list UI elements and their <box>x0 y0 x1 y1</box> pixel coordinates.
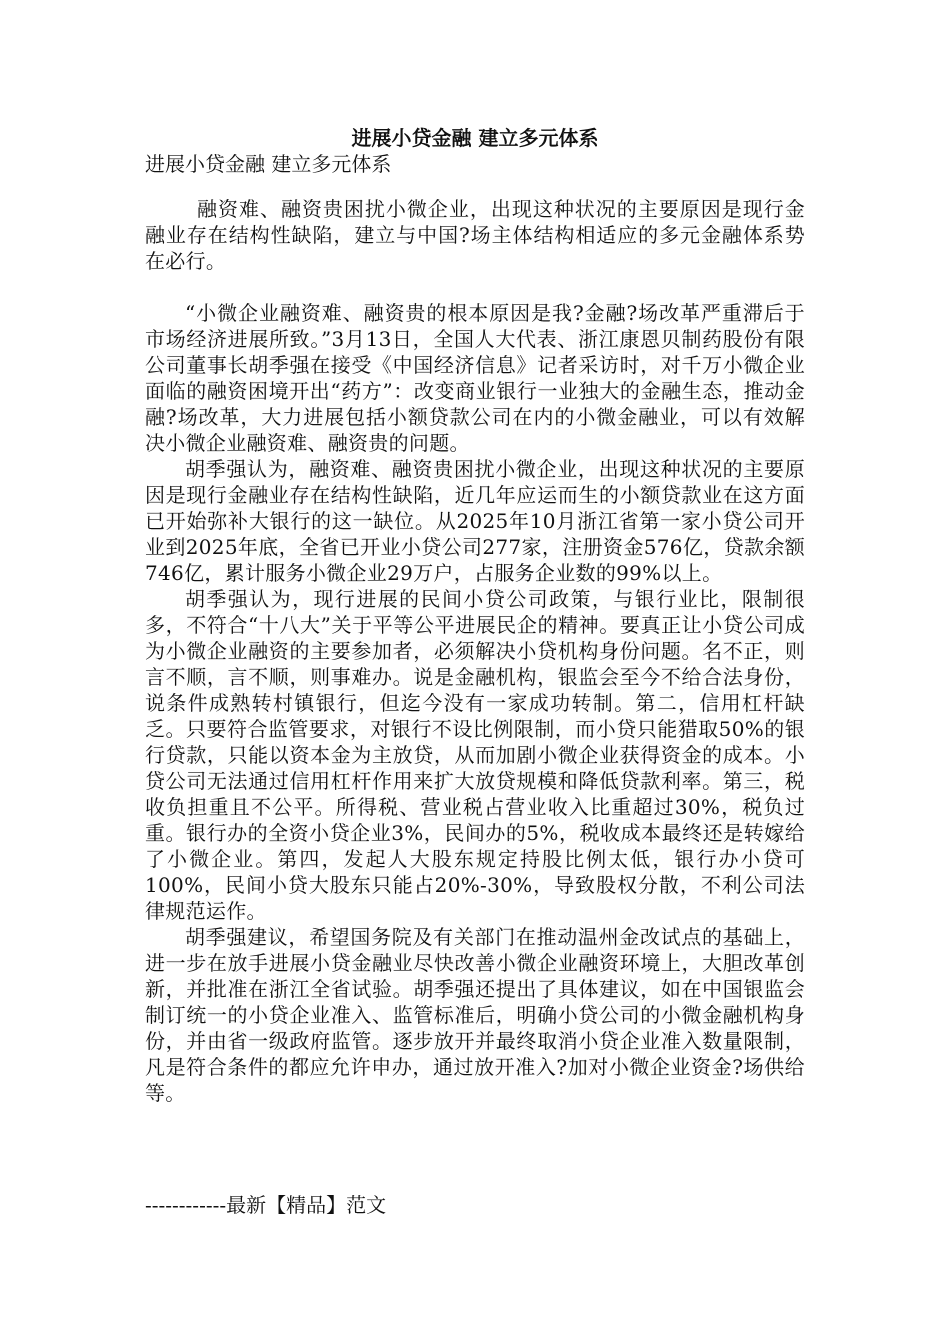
document-body <box>145 196 805 1106</box>
paragraph-quote: “小微企业融资难、融资贵的根本原因是我?金融?场改革严重滞后于市场经济进展所致。”3月13日，全国人大代表、浙江康恩贝制药股份有限公司董事长胡季强在接受《中国经济信息》记者采访时，对千万小微企业面临的融资困境开出“药方”：改变商业银行一业独大的金融生态，推动金融?场改革，大力进展包括小额贷款公司在内的小微金融业，可以有效解决小微企业融资难、融资贵的问题。 <box>145 301 805 455</box>
document-footer: ------------最新【精品】范文 <box>145 1193 387 1217</box>
paragraph-policy: 胡季强认为，现行进展的民间小贷公司政策，与银行业比，限制很多，不符合“十八大”关于平等公平进展民企的精神。要真正让小贷公司成为小微企业融资的主要参加者，必须解决小贷机构身份问题。名不正，则言不顺，言不顺，则事难办。说是金融机构，银监会至今不给合法身份，说条件成熟转村镇银行，但迄今没有一家成功转制。第二，信用杠杆缺乏。只要符合监管要求，对银行不设比例限制，而小贷只能猎取50%的银行贷款，只能以资本金为主放贷，从而加剧小微企业获得资金的成本。小贷公司无法通过信用杠杆作用来扩大放贷规模和降低贷款利率。第三，税收负担重且不公平。所得税、营业税占营业收入比重超过30%，税负过重。银行办的全资小贷企业3%，民间办的5%，税收成本最终还是转嫁给了小微企业。第四，发起人大股东规定持股比例太低，银行办小贷可100%，民间小贷大股东只能占20%-30%，导致股权分散，不利公司法律规范运作。 <box>145 587 805 923</box>
document-title: 进展小贷金融 建立多元体系 <box>351 126 599 150</box>
paragraph-intro: 融资难、融资贵困扰小微企业，出现这种状况的主要原因是现行金融业存在结构性缺陷，建立与中国?场主体结构相适应的多元金融体系势在必行。 <box>145 197 805 273</box>
document-subtitle: 进展小贷金融 建立多元体系 <box>145 152 392 176</box>
paragraph-analysis: 胡季强认为，融资难、融资贵困扰小微企业，出现这种状况的主要原因是现行金融业存在结构性缺陷，近几年应运而生的小额贷款业在这方面已开始弥补大银行的这一缺位。从2025年10月浙江省第一家小贷公司开业到2025年底，全省已开业小贷公司277家，注册资金576亿，贷款余额746亿，累计服务小微企业29万户，占服务企业数的99%以上。 <box>145 457 805 585</box>
paragraph-suggestion: 胡季强建议，希望国务院及有关部门在推动温州金改试点的基础上，进一步在放手进展小贷金融业尽快改善小微企业融资环境上，大胆改革创新，并批准在浙江全省试验。胡季强还提出了具体建议，如在中国银监会制订统一的小贷企业准入、监管标准后，明确小贷公司的小微金融机构身份，并由省一级政府监管。逐步放开并最终取消小贷企业准入数量限制，凡是符合条件的都应允许申办，通过放开准入?加对小微企业资金?场供给等。 <box>145 925 805 1105</box>
